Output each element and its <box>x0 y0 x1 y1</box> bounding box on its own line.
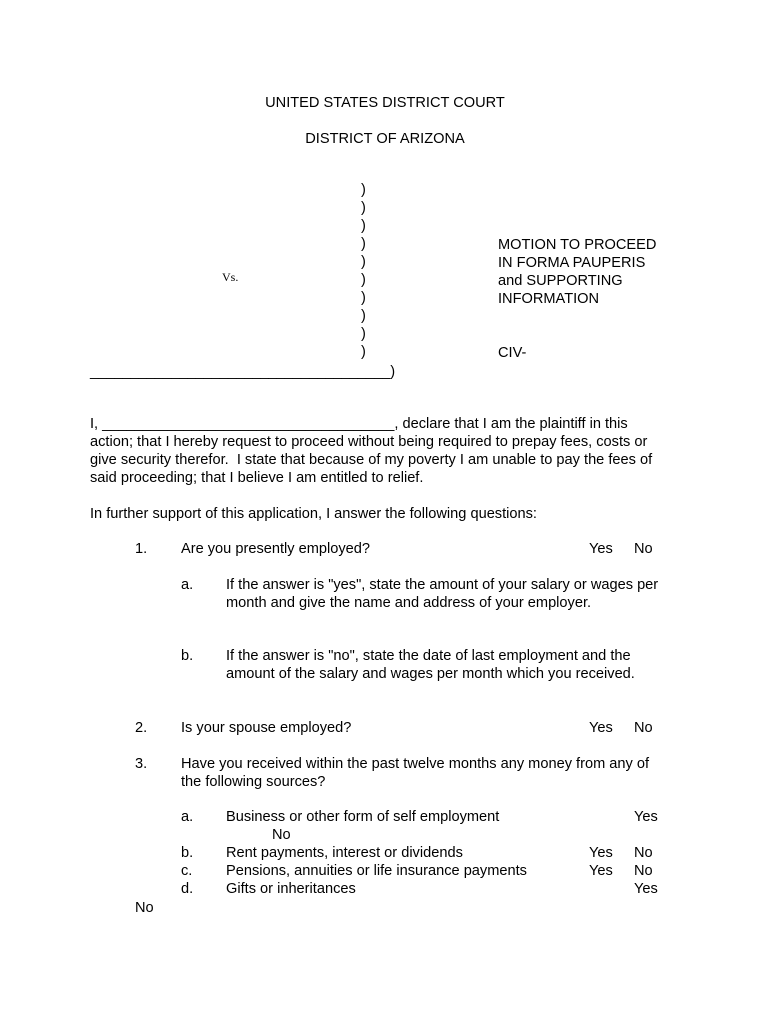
question-text: Is your spouse employed? <box>181 720 352 736</box>
subitem-letter: b. <box>181 845 194 861</box>
no-option: No <box>634 541 653 557</box>
motion-title-line: and SUPPORTING <box>498 273 623 289</box>
declaration-line: said proceeding; that I believe I am entitled to relief. <box>90 470 424 486</box>
case-number: CIV- <box>498 345 527 361</box>
declaration-line: action; that I hereby request to proceed without being required to prepay fees, costs or <box>90 434 648 450</box>
intro-text: In further support of this application, I answer the following questions: <box>90 506 537 522</box>
subitem-text: month and give the name and address of your employer. <box>226 595 592 611</box>
caption-paren: ) <box>361 326 366 342</box>
yes-option: Yes <box>634 881 658 897</box>
court-name: UNITED STATES DISTRICT COURT <box>265 95 505 111</box>
caption-paren: ) <box>361 200 366 216</box>
yes-option: Yes <box>589 845 613 861</box>
subitem-letter: a. <box>181 577 194 593</box>
motion-title-line: IN FORMA PAUPERIS <box>498 255 646 271</box>
yes-option: Yes <box>589 720 613 736</box>
caption-paren: ) <box>361 182 366 198</box>
no-option: No <box>272 827 291 843</box>
yes-option: Yes <box>589 863 613 879</box>
motion-title-line: INFORMATION <box>498 291 600 307</box>
declaration-line: give security therefor. I state that because of my poverty I am unable to pay the fees of <box>90 452 653 468</box>
no-option: No <box>634 720 653 736</box>
subitem-text: If the answer is "no", state the date of last employment and the <box>226 648 631 664</box>
subitem-text: amount of the salary and wages per month which you received. <box>226 666 635 682</box>
caption-bottom-line: _____________________________________) <box>90 364 396 380</box>
caption-paren: ) <box>361 236 366 252</box>
caption-paren: ) <box>361 290 366 306</box>
source-text: Gifts or inheritances <box>226 881 356 897</box>
source-text: Pensions, annuities or life insurance payments <box>226 863 527 879</box>
caption-paren: ) <box>361 272 366 288</box>
source-text: Business or other form of self employment <box>226 809 500 825</box>
subitem-letter: c. <box>181 863 193 879</box>
no-option: No <box>135 900 154 916</box>
no-option: No <box>634 863 653 879</box>
subitem-text: If the answer is "yes", state the amount of your salary or wages per <box>226 577 659 593</box>
no-option: No <box>634 845 653 861</box>
subitem-letter: a. <box>181 809 194 825</box>
source-text: Rent payments, interest or dividends <box>226 845 463 861</box>
motion-title-line: MOTION TO PROCEED <box>498 237 657 253</box>
question-number: 1. <box>135 541 148 557</box>
district-name: DISTRICT OF ARIZONA <box>305 131 465 147</box>
caption-paren: ) <box>361 218 366 234</box>
declaration-line: I, ____________________________________, declare that I am the plaintiff in this <box>90 416 628 432</box>
question-text: the following sources? <box>181 774 326 790</box>
caption-parens <box>361 181 366 361</box>
question-text: Are you presently employed? <box>181 541 371 557</box>
question-number: 2. <box>135 720 148 736</box>
caption-paren: ) <box>361 344 366 360</box>
caption-paren: ) <box>361 254 366 270</box>
subitem-letter: b. <box>181 648 194 664</box>
yes-option: Yes <box>634 809 658 825</box>
yes-option: Yes <box>589 541 613 557</box>
caption-versus: Vs. <box>222 270 239 284</box>
caption-paren: ) <box>361 308 366 324</box>
subitem-letter: d. <box>181 881 194 897</box>
question-text: Have you received within the past twelve months any money from any of <box>181 756 650 772</box>
question-number: 3. <box>135 756 148 772</box>
